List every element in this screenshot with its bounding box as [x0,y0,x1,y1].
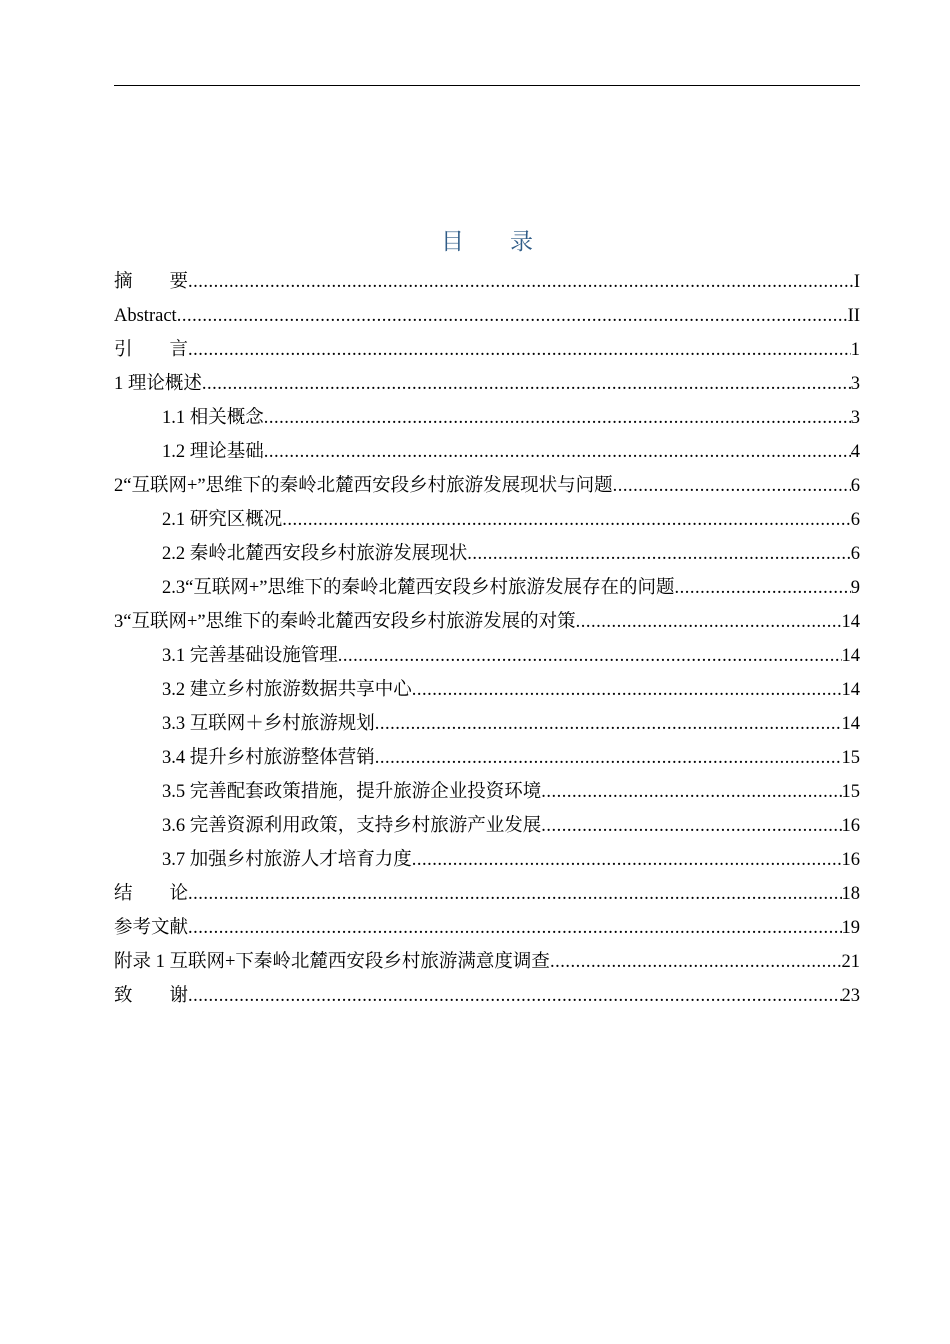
toc-entry-label: Abstract [114,306,177,326]
toc-dot-leader [576,605,842,639]
toc-entry[interactable] [114,945,860,979]
header-rule [114,85,860,86]
toc-dot-leader [674,571,850,605]
toc-dot-leader [282,503,850,537]
toc-entry[interactable] [114,537,860,571]
toc-dot-leader [188,911,841,945]
toc-dot-leader [541,775,841,809]
toc-entry[interactable] [114,367,860,401]
toc-dot-leader [338,639,842,673]
toc-entry-label: 参考文献 [114,918,189,938]
toc-entry-page: 14 [841,714,860,734]
toc-entry-label: 1.1 相关概念 [162,408,264,428]
toc-entry-page: 23 [841,986,860,1006]
toc-entry-label: 3.2 建立乡村旅游数据共享中心 [162,680,412,700]
toc-entry-label: 2.3“互联网+”思维下的秦岭北麓西安段乡村旅游发展存在的问题 [162,578,675,598]
toc-entry[interactable] [114,503,860,537]
toc-entry[interactable] [114,469,860,503]
toc-entry-page: 21 [841,952,860,972]
toc-entry-page: 6 [850,544,860,564]
toc-entry-page: 18 [841,884,860,904]
toc-entry-label: 3.5 完善配套政策措施，提升旅游企业投资环境 [162,782,542,802]
toc-entry[interactable] [114,401,860,435]
toc-dot-leader [541,809,841,843]
toc-entry-page: 16 [841,816,860,836]
toc-entry-page: 15 [841,782,860,802]
toc-entry[interactable] [114,435,860,469]
toc-dot-leader [188,333,851,367]
toc-entry-label: 3.1 完善基础设施管理 [162,646,338,666]
toc-entry-label: 2“互联网+”思维下的秦岭北麓西安段乡村旅游发展现状与问题 [114,476,613,496]
toc-entry[interactable] [114,639,860,673]
toc-dot-leader [188,979,841,1013]
toc-entry-page: I [853,272,860,292]
toc-dot-leader [613,469,851,503]
toc-entry-label: 结 论 [114,884,189,904]
toc-entry[interactable] [114,333,860,367]
toc-entry-page: 3 [850,408,860,428]
toc-entry-label: 3.7 加强乡村旅游人才培育力度 [162,850,412,870]
toc-entry-page: 6 [850,476,860,496]
toc-entry[interactable] [114,571,860,605]
toc-entry-label: 附录 1 互联网+下秦岭北麓西安段乡村旅游满意度调查 [114,952,550,972]
toc-entry-label: 2.1 研究区概况 [162,510,283,530]
toc-entry[interactable] [114,809,860,843]
toc-entry[interactable] [114,605,860,639]
toc-entry-label: 3.4 提升乡村旅游整体营销 [162,748,375,768]
toc-dot-leader [188,265,854,299]
toc-dot-leader [264,401,851,435]
toc-dot-leader [412,673,842,707]
toc-entry-page: 6 [850,510,860,530]
toc-entry[interactable] [114,979,860,1013]
toc-dot-leader [550,945,842,979]
toc-dot-leader [412,843,842,877]
toc-entry-label: 引 言 [114,340,189,360]
toc-entry[interactable] [114,673,860,707]
toc-entry-page: 16 [841,850,860,870]
toc-entry[interactable] [114,911,860,945]
toc-entry-label: 3“互联网+”思维下的秦岭北麓西安段乡村旅游发展的对策 [114,612,576,632]
toc-dot-leader [202,367,851,401]
toc-entry[interactable] [114,707,860,741]
toc-dot-leader [375,741,842,775]
toc-entry[interactable] [114,299,860,333]
toc-dot-leader [188,877,841,911]
toc-entry-page: 14 [841,646,860,666]
toc-entry[interactable] [114,265,860,299]
toc-dot-leader [177,299,848,333]
toc-entry-page: 19 [841,918,860,938]
toc-entry-label: 2.2 秦岭北麓西安段乡村旅游发展现状 [162,544,468,564]
toc-entry-page: 4 [850,442,860,462]
toc-entry-page: 14 [841,612,860,632]
toc-dot-leader [375,707,842,741]
toc-entry-page: II [847,306,860,326]
toc-entry[interactable] [114,741,860,775]
toc-entry[interactable] [114,843,860,877]
toc-entry-label: 1.2 理论基础 [162,442,264,462]
toc-entry-label: 3.6 完善资源利用政策，支持乡村旅游产业发展 [162,816,542,836]
toc-entry-label: 1 理论概述 [114,374,202,394]
toc-entry-label: 摘 要 [114,272,189,292]
toc-entry-page: 9 [850,578,860,598]
toc-list [114,265,860,1013]
toc-entry-page: 15 [841,748,860,768]
toc-entry-label: 致 谢 [114,986,189,1006]
toc-entry-page: 14 [841,680,860,700]
toc-entry-label: 3.3 互联网＋乡村旅游规划 [162,714,375,734]
toc-title: 目 录 [441,229,533,254]
toc-dot-leader [467,537,850,571]
toc-entry[interactable] [114,877,860,911]
toc-entry-page: 3 [850,374,860,394]
toc-dot-leader [264,435,851,469]
toc-entry[interactable] [114,775,860,809]
toc-entry-page: 1 [850,340,860,360]
